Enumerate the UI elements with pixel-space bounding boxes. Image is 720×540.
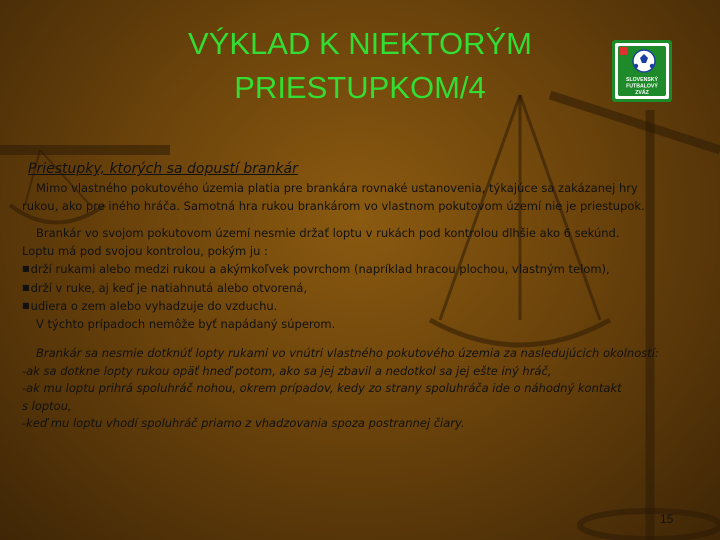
bullet-icon: ■ bbox=[22, 264, 30, 273]
text-line: rukou, ako pre iného hráča. Samotná hra rukou brankárom vo vlastnom pokutovom území nie je priestupok. bbox=[22, 198, 645, 213]
text-line: Loptu má pod svojou kontrolou, pokým ju : bbox=[22, 243, 268, 258]
logo-text-1: SLOVENSKÝ bbox=[626, 77, 658, 83]
bullet-icon: ■ bbox=[22, 282, 30, 292]
title-line-2: PRIESTUPKOM/4 bbox=[234, 70, 486, 105]
title-line-1: VÝKLAD K NIEKTORÝM bbox=[188, 26, 532, 61]
slide-content bbox=[22, 160, 702, 433]
text-line: -ak sa dotkne lopty rukou opäť hneď potom, ako sa jej zbavil a nedotkol sa jej ešte iný hráč, bbox=[22, 363, 552, 378]
list-item: ■udiera o zem alebo vyhadzuje do vzduchu. bbox=[22, 299, 278, 313]
slovak-football-association-logo bbox=[612, 40, 672, 102]
bullet-icon: ■ bbox=[22, 301, 30, 310]
section-subheading: Priestupky, ktorých sa dopustí brankár bbox=[28, 161, 298, 177]
text-line: s loptou, bbox=[22, 398, 72, 413]
text-line: Brankár sa nesmie dotknúť lopty rukami vo vnútri vlastného pokutového územia za nasledujúcich okolností: bbox=[36, 346, 659, 360]
logo-text-2: FUTBALOVÝ bbox=[626, 83, 658, 90]
page-number: 15 bbox=[660, 512, 674, 526]
page-title bbox=[140, 22, 580, 110]
paragraph-circumstances bbox=[22, 345, 702, 433]
text-line: Brankár vo svojom pokutovom území nesmie držať loptu v rukách pod kontrolou dlhšie ako 6 sekúnd. bbox=[36, 226, 620, 240]
text-line: V týchto prípadoch nemôže byť napádaný súperom. bbox=[36, 316, 336, 331]
text-line: -ak mu loptu prihrá spoluhráč nohou, okrem prípadov, kedy zo strany spoluhráča ide o náhodný kontakt bbox=[22, 381, 622, 395]
paragraph-six-seconds bbox=[22, 225, 702, 333]
logo-text-3: ZVÄZ bbox=[635, 90, 649, 96]
list-item: ■drží v ruke, aj keď je natiahnutá alebo otvorená, bbox=[22, 280, 308, 295]
text-line: -keď mu loptu vhodí spoluhráč priamo z vhadzovania spoza postrannej čiary. bbox=[22, 416, 465, 430]
paragraph-outside-area bbox=[22, 180, 702, 215]
text-line: Mimo vlastného pokutového územia platia pre brankára rovnaké ustanovenia, týkajúce sa zakázanej hry bbox=[36, 181, 638, 195]
list-item: ■drží rukami alebo medzi rukou a akýmkoľvek povrchom (napríklad hracou plochou, vlastným telom), bbox=[22, 262, 610, 276]
